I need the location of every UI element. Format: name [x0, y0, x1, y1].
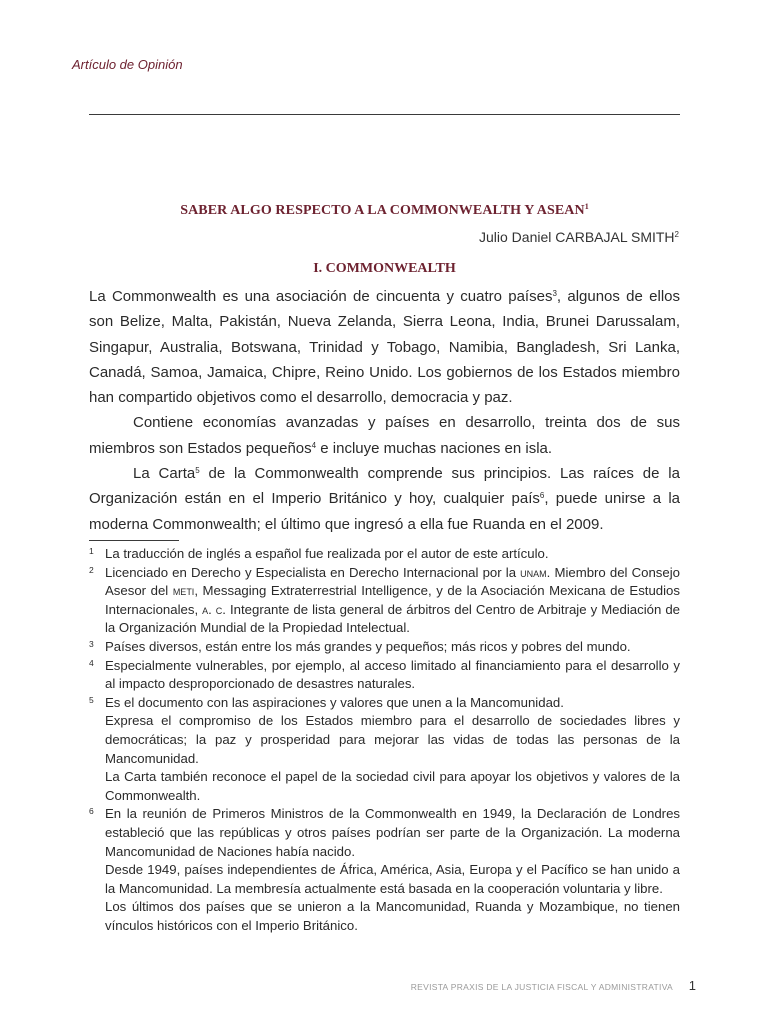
footnote-text: Países diversos, están entre los más grandes y pequeños; más ricos y pobres del mundo. — [105, 638, 631, 654]
footnote-line: Los últimos dos países que se unieron a la Mancomunidad, Ruanda y Mozambique, no tienen vínculos históricos con el Imperio Británico. — [105, 899, 680, 933]
paragraph-2-text-a: Contiene economías avanzadas y países en desarrollo, treinta dos de sus miembros son Estados pequeños — [89, 414, 680, 457]
paragraph-3-text-c: , puede unirse a la moderna Commonwealth; el último que ingresó a ella fue Ruanda en el 2009. — [89, 490, 681, 533]
footnote-number: 4 — [89, 657, 94, 668]
author-line — [479, 229, 679, 245]
footnote-number: 6 — [89, 806, 94, 817]
footnote-line: Desde 1949, países independientes de África, América, Asia, Europa y el Pacífico se han unido a la Mancomunidad. La membresía actualmente está basada en la cooperación voluntaria y libre. — [105, 862, 680, 896]
footnote-ref-3: 3 — [552, 289, 557, 298]
paragraph-3 — [89, 461, 680, 537]
footnote-2-text-d: Integrante de lista general de árbitros del Centro de Arbitraje y Mediación de la Organización Mundial de la Propiedad Intelectual. — [105, 601, 680, 636]
article-body — [89, 284, 680, 537]
footnote-number: 3 — [89, 638, 94, 649]
footnote-text: La traducción de inglés a español fue realizada por el autor de este artículo. — [105, 546, 549, 561]
footnote-1 — [89, 545, 680, 564]
footnote-2-text-a: Licenciado en Derecho y Especialista en Derecho Internacional por la — [105, 564, 521, 580]
footnote-text: Especialmente vulnerables, por ejemplo, al acceso limitado al financiamiento para el desarrollo y al impacto desproporcionado de desastres naturales. — [105, 657, 680, 692]
paragraph-2-text-b: e incluye muchas naciones en isla. — [316, 439, 553, 457]
footnotes — [89, 545, 680, 935]
footnote-number: 1 — [89, 546, 94, 556]
footnote-6 — [89, 805, 680, 935]
paragraph-3-text-b: de la Commonwealth comprende sus principios. Las raíces de la Organización están en el Imperio Británico y hoy, cualquier país — [89, 465, 680, 508]
article-title-text: SABER ALGO RESPECTO A LA COMMONWEALTH Y ASEAN — [180, 203, 585, 218]
section-label: Artículo de Opinión — [72, 57, 183, 72]
paragraph-1-text-a: La Commonwealth es una asociación de cincuenta y cuatro países — [89, 288, 553, 305]
footnote-number: 5 — [89, 694, 94, 705]
footnote-rule — [89, 540, 179, 541]
paragraph-2 — [89, 410, 680, 461]
author-footnote-ref: 2 — [674, 230, 679, 239]
acronym-ac: a. c. — [202, 601, 226, 617]
footnote-ref-6: 6 — [539, 491, 545, 501]
paragraph-1-text-b: , algunos de ellos son Belize, Malta, Pakistán, Nueva Zelanda, Sierra Leona, India, Brunei Darussalam, Singapur, Australia, Botswana, Trinidad y Tobago, Namibia, Bangladesh, Sri Lanka, Canadá, Samoa, Jamaica, Chipre, Reino Unido. Los gobiernos de los Estados miembro han compartido objetivos como el desarrollo, democracia y paz. — [89, 288, 680, 407]
footnote-line: En la reunión de Primeros Ministros de la Commonwealth en 1949, la Declaración de Londres estableció que las repúblicas y otros países podrían ser parte de la Organización. La moderna Mancomunidad de Naciones había nacido. — [105, 806, 680, 859]
paragraph-1 — [89, 284, 680, 410]
footnote-2 — [89, 564, 680, 638]
article-title — [89, 203, 680, 219]
page-number: 1 — [688, 978, 696, 993]
footnote-4 — [89, 657, 680, 694]
author-name: Julio Daniel CARBAJAL SMITH — [479, 229, 675, 245]
acronym-meti: meti — [172, 583, 195, 599]
footnote-text — [105, 564, 680, 638]
footnote-line: Expresa el compromiso de los Estados miembro para el desarrollo de sociedades libres y democráticas; la paz y prosperidad para mejorar las vidas de todas las personas de la Mancomunidad. — [105, 713, 680, 766]
footnote-line: Es el documento con las aspiraciones y valores que unen a la Mancomunidad. — [105, 694, 564, 710]
footnote-2-text-c: , Messaging Extraterrestrial Intelligence, y de la Asociación Mexicana de Estudios Internacionales, — [105, 583, 680, 617]
journal-footer: REVISTA PRAXIS DE LA JUSTICIA FISCAL Y ADMINISTRATIVA — [410, 982, 673, 992]
paragraph-3-text-a: La Carta — [133, 465, 196, 483]
section-heading: I. COMMONWEALTH — [313, 261, 456, 276]
header-rule — [89, 114, 680, 115]
footnote-2-text-b: . Miembro del Consejo Asesor del — [105, 564, 680, 599]
acronym-unam: unam — [520, 564, 547, 580]
footnote-number: 2 — [89, 564, 94, 575]
footnote-line: La Carta también reconoce el papel de la sociedad civil para apoyar los objetivos y valores de la Commonwealth. — [105, 769, 680, 803]
footnote-ref-4: 4 — [311, 440, 317, 450]
footnote-5 — [89, 694, 680, 806]
title-footnote-ref: 1 — [584, 202, 589, 211]
footnote-3 — [89, 638, 680, 657]
footnote-ref-5: 5 — [195, 466, 200, 476]
